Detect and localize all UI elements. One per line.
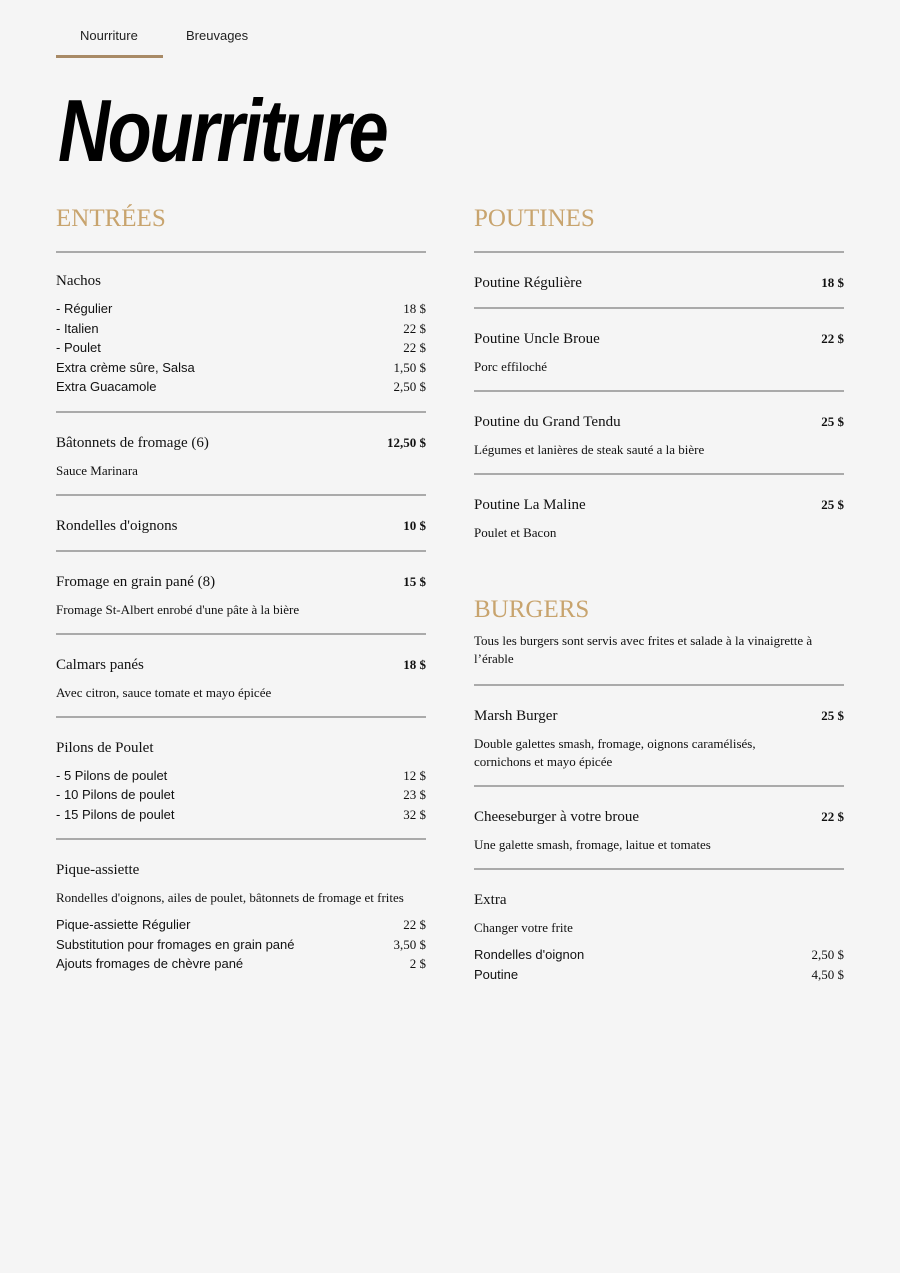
option-label: - 15 Pilons de poulet xyxy=(56,806,175,822)
option-price: 2 $ xyxy=(409,956,426,971)
menu-item xyxy=(56,253,426,411)
option-row xyxy=(56,358,426,378)
section-burgers xyxy=(474,594,844,998)
menu-item xyxy=(56,496,426,550)
item-description: Avec citron, sauce tomate et mayo épicée xyxy=(56,684,272,700)
option-price: 2,50 $ xyxy=(393,379,426,394)
option-row xyxy=(474,965,844,985)
option-label: - Poulet xyxy=(56,340,101,355)
item-name: Poutine du Grand Tendu xyxy=(474,414,621,430)
option-label: Extra crème sûre, Salsa xyxy=(56,359,195,375)
menu-item xyxy=(56,552,426,633)
item-description: Double galettes smash, fromage, oignons caramélisés, cornichons et mayo épicée xyxy=(474,736,756,769)
option-label: - Régulier xyxy=(56,301,113,316)
item-name: Marsh Burger xyxy=(474,708,558,724)
item-description: Sauce Marinara xyxy=(56,462,138,478)
option-label: - Italien xyxy=(56,320,99,336)
item-description: Une galette smash, fromage, laitue et tomates xyxy=(474,837,711,852)
item-name: Cheeseburger à votre broue xyxy=(474,809,640,825)
option-row xyxy=(474,945,844,965)
section-title: POUTINES xyxy=(474,205,595,232)
option-row xyxy=(56,805,426,825)
option-row xyxy=(56,299,426,319)
tab-nourriture[interactable]: Nourriture xyxy=(56,22,163,58)
menu-item xyxy=(56,718,426,839)
menu-item xyxy=(474,475,844,556)
menu-item xyxy=(474,309,844,390)
option-price: 1,50 $ xyxy=(393,359,426,375)
item-price: 15 $ xyxy=(403,573,426,589)
option-price: 23 $ xyxy=(403,787,426,802)
item-name: Fromage en grain pané (8) xyxy=(56,573,216,590)
item-description: Fromage St-Albert enrobé d'une pâte à la bière xyxy=(56,601,300,617)
item-options xyxy=(474,945,844,984)
item-price: 18 $ xyxy=(403,656,426,672)
section-note: Tous les burgers sont servis avec frites et salade à la vinaigrette à l’érable xyxy=(474,633,813,666)
item-name: Poutine Régulière xyxy=(474,275,582,291)
tab-breuvages[interactable]: Breuvages xyxy=(186,28,249,43)
option-row xyxy=(56,766,426,786)
menu-tabs xyxy=(56,22,272,58)
option-price: 22 $ xyxy=(403,320,426,336)
item-description: Poulet et Bacon xyxy=(474,525,557,540)
item-price: 25 $ xyxy=(821,708,844,723)
item-description: Porc effiloché xyxy=(474,359,548,374)
option-label: Substitution pour fromages en grain pané xyxy=(56,936,295,952)
item-name: Poutine Uncle Broue xyxy=(474,331,600,347)
menu-item xyxy=(56,840,426,988)
option-price: 18 $ xyxy=(403,301,426,316)
option-price: 2,50 $ xyxy=(811,947,844,962)
item-name: Extra xyxy=(474,892,507,908)
option-label: Extra Guacamole xyxy=(56,379,157,394)
item-name: Nachos xyxy=(56,273,101,289)
item-name: Poutine La Maline xyxy=(474,497,586,513)
item-name: Pilons de Poulet xyxy=(56,739,154,756)
page-title: Nourriture xyxy=(58,81,387,180)
menu-item xyxy=(474,686,844,785)
option-row xyxy=(56,785,426,805)
section-entrees xyxy=(56,203,426,988)
menu-item xyxy=(474,392,844,473)
spacer xyxy=(474,556,844,594)
item-name: Bâtonnets de fromage (6) xyxy=(56,434,209,451)
option-row xyxy=(56,935,426,955)
option-row xyxy=(56,377,426,397)
option-label: Pique-assiette Régulier xyxy=(56,917,191,932)
option-price: 4,50 $ xyxy=(811,966,844,982)
item-name: Pique-assiette xyxy=(56,862,140,878)
menu-item xyxy=(56,635,426,716)
option-row xyxy=(56,338,426,358)
option-label: - 5 Pilons de poulet xyxy=(56,767,168,783)
menu-item xyxy=(474,870,844,998)
menu-item xyxy=(474,253,844,307)
item-description: Changer votre frite xyxy=(474,920,573,935)
option-row xyxy=(56,954,426,974)
item-price: 12,50 $ xyxy=(387,434,426,450)
option-label: Rondelles d'oignon xyxy=(474,947,585,962)
menu-item xyxy=(474,787,844,868)
option-label: - 10 Pilons de poulet xyxy=(56,787,175,802)
option-row xyxy=(56,915,426,935)
option-price: 3,50 $ xyxy=(393,936,426,952)
option-row xyxy=(56,319,426,339)
item-price: 22 $ xyxy=(821,809,844,824)
option-price: 32 $ xyxy=(403,806,426,822)
item-options xyxy=(56,915,426,974)
item-description: Légumes et lanières de steak sauté a la bière xyxy=(474,442,705,457)
section-poutines xyxy=(474,203,844,998)
item-name: Rondelles d'oignons xyxy=(56,517,178,534)
item-name: Calmars panés xyxy=(56,656,144,673)
menu-item xyxy=(56,413,426,494)
option-price: 22 $ xyxy=(403,917,426,932)
section-title: ENTRÉES xyxy=(56,205,166,232)
item-price: 22 $ xyxy=(821,331,844,346)
item-price: 18 $ xyxy=(821,275,844,290)
option-price: 22 $ xyxy=(403,340,426,355)
option-price: 12 $ xyxy=(403,767,426,783)
item-options xyxy=(56,766,426,825)
option-label: Ajouts fromages de chèvre pané xyxy=(56,956,244,971)
section-title: BURGERS xyxy=(474,596,590,623)
option-label: Poutine xyxy=(474,966,519,982)
item-description: Rondelles d'oignons, ailes de poulet, bâtonnets de fromage et frites xyxy=(56,890,404,905)
item-price: 10 $ xyxy=(403,517,426,533)
item-price: 25 $ xyxy=(821,497,844,512)
item-options xyxy=(56,299,426,397)
item-price: 25 $ xyxy=(821,414,844,429)
